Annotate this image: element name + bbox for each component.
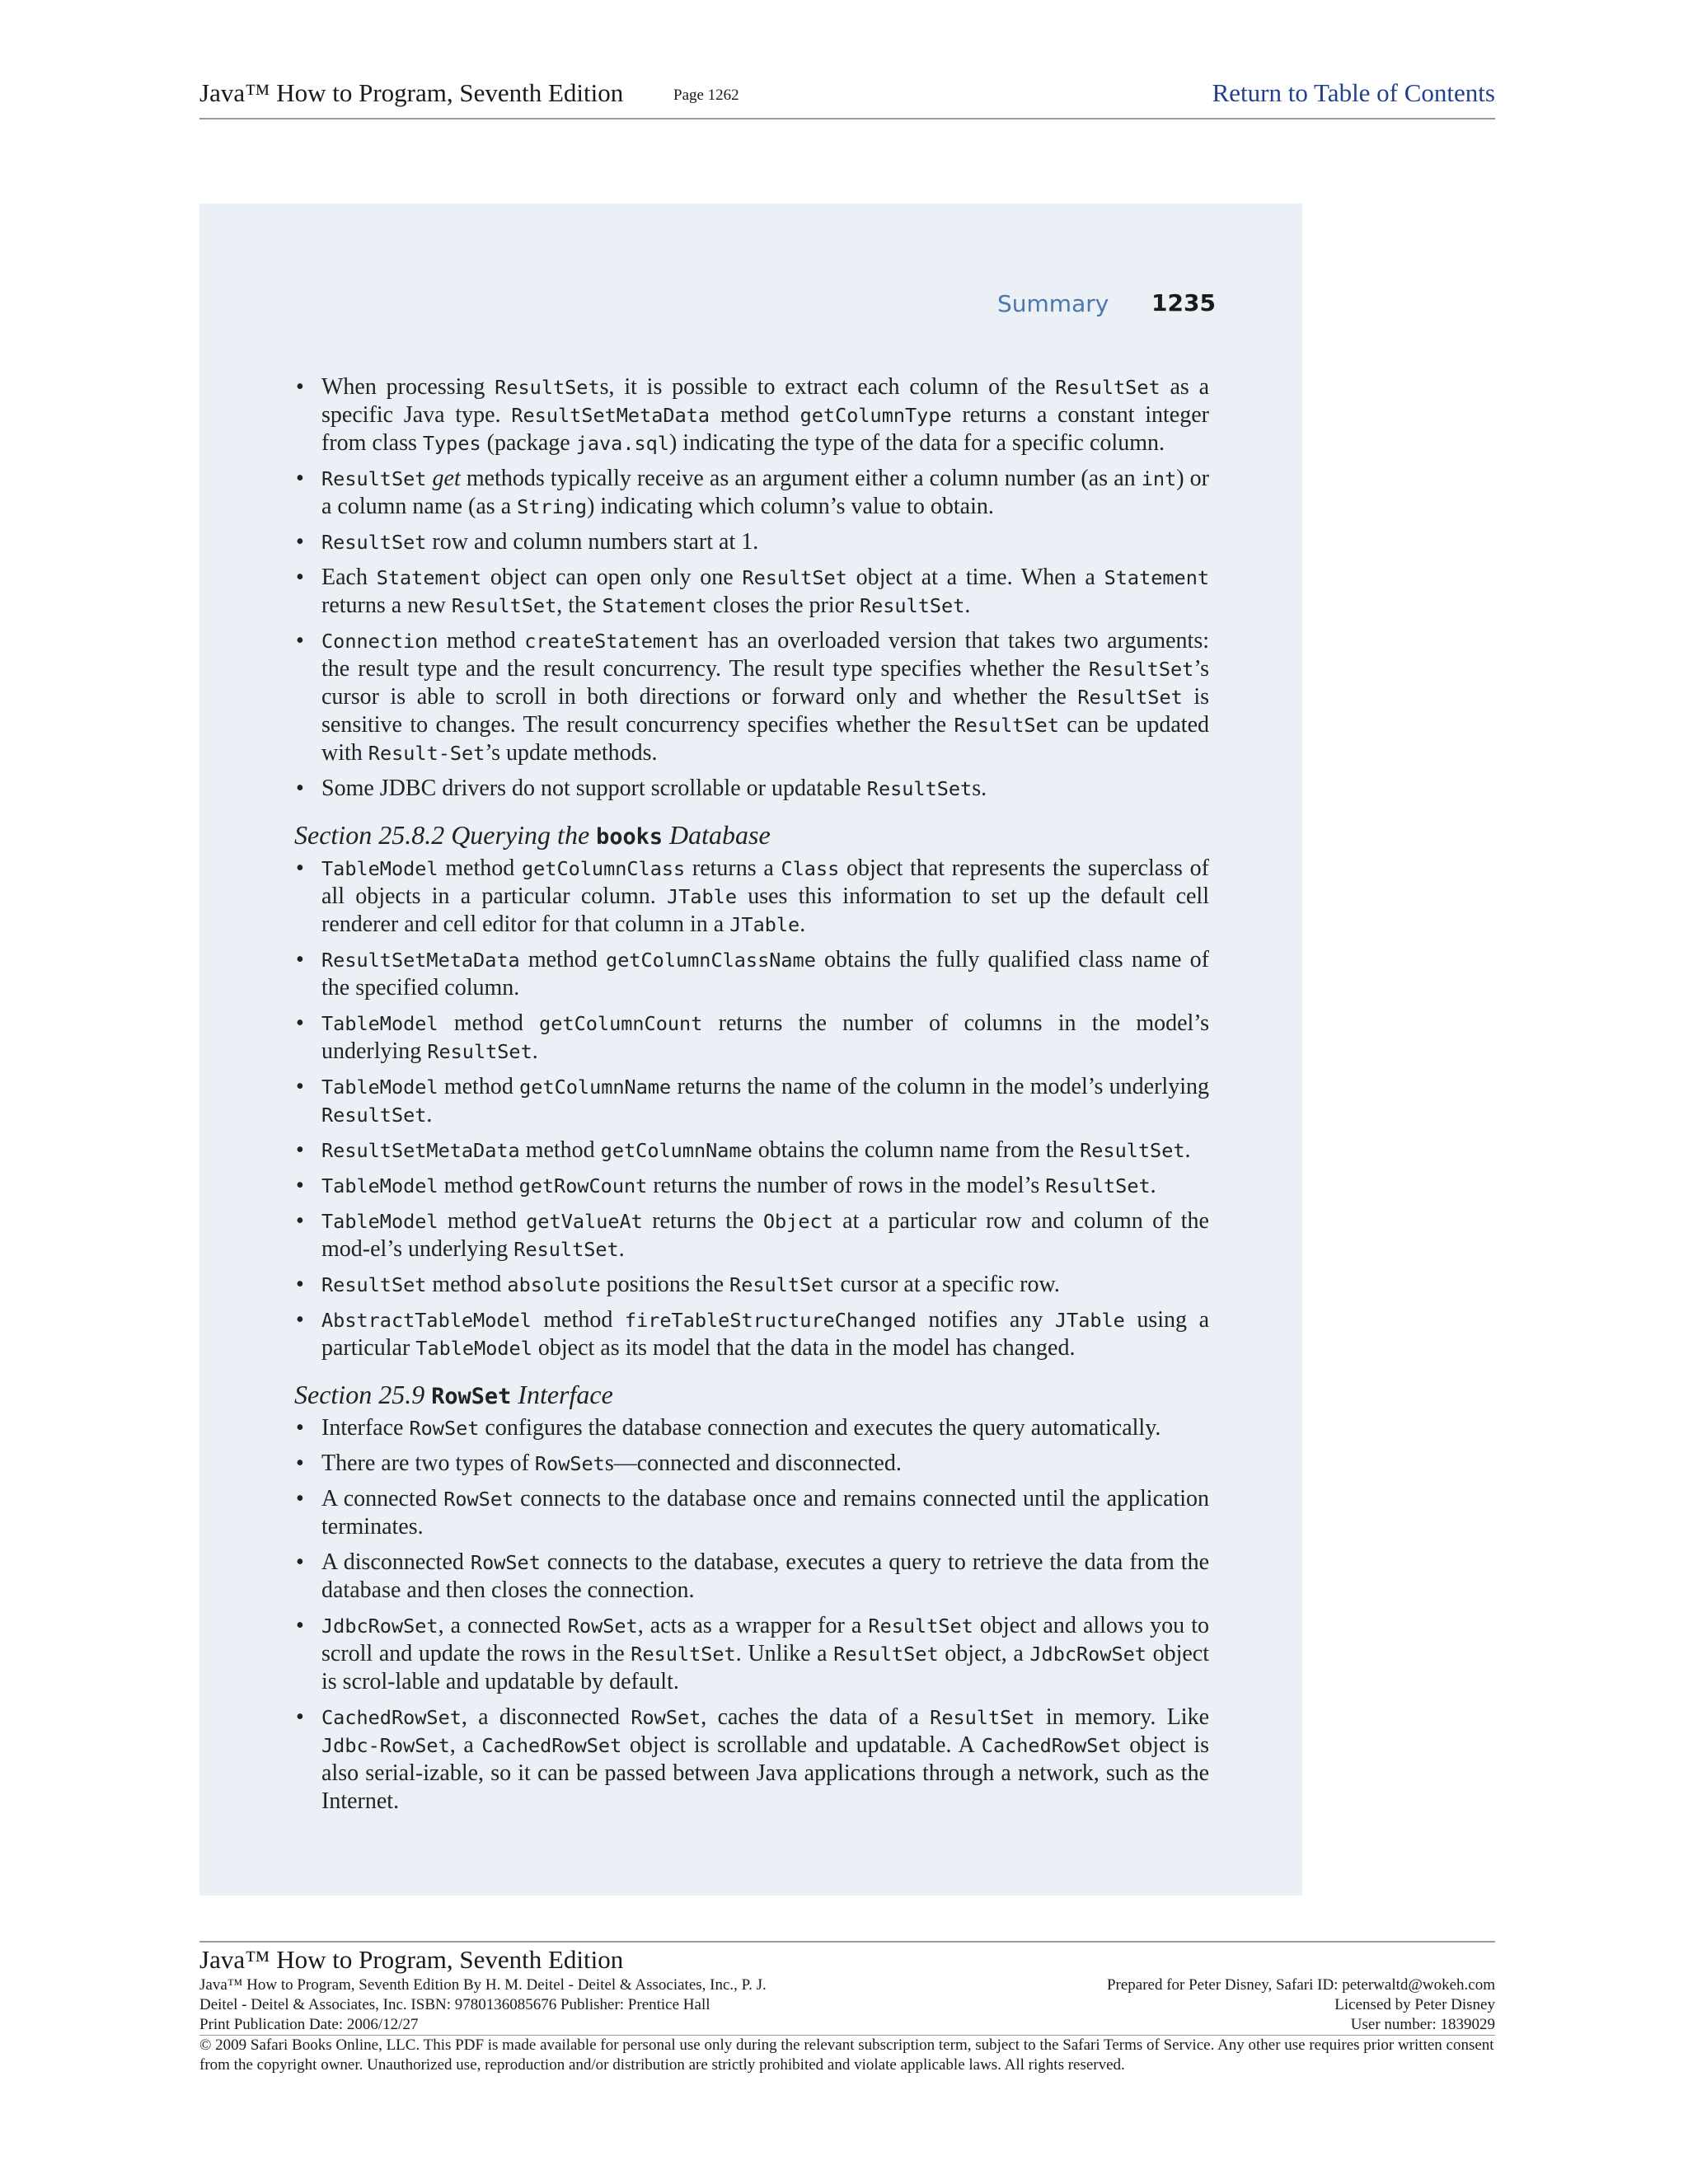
code-term: ResultSet xyxy=(631,1643,736,1666)
bullet-item: • TableModel method getValueAt returns the Object at a particular row and column of the mod-el’s underlying ResultSet. xyxy=(294,1207,1209,1263)
footer-licensed-by: Licensed by Peter Disney xyxy=(1334,1996,1495,2013)
code-term: getValueAt xyxy=(526,1210,643,1233)
code-term: ResultSet xyxy=(513,1238,619,1261)
code-term: createStatement xyxy=(524,630,700,653)
code-term: ResultSet xyxy=(427,1040,532,1063)
code-term: JdbcRowSet xyxy=(1029,1643,1146,1666)
code-term: CachedRowSet xyxy=(981,1734,1122,1757)
code-term: ResultSet xyxy=(321,1104,427,1127)
code-term: Class xyxy=(781,857,840,880)
code-term: TableModel xyxy=(321,1076,438,1099)
code-term: TableModel xyxy=(415,1337,532,1360)
code-term: String xyxy=(517,495,588,518)
footer xyxy=(199,1941,1495,2075)
code-term: Jdbc-RowSet xyxy=(321,1734,450,1757)
return-to-toc-link[interactable]: Return to Table of Contents xyxy=(1212,78,1495,107)
top-header xyxy=(199,78,1495,120)
code-term: JTable xyxy=(729,913,800,936)
bullet-item: • JdbcRowSet, a connected RowSet, acts as a wrapper for a ResultSet object and allows you to scroll and update the rows in the ResultSet. Unlike a ResultSet object, a JdbcRowSet object is scrol-lable and updatable by default. xyxy=(294,1612,1209,1696)
bullet-list-resultset xyxy=(294,373,1209,803)
code-term: RowSet xyxy=(409,1417,480,1440)
code-term: ResultSet xyxy=(321,467,427,490)
code-term: ResultSet xyxy=(742,566,847,589)
code-term: ResultSet xyxy=(1077,686,1183,709)
code-term: java.sql xyxy=(575,432,669,455)
bullet-item: • TableModel method getRowCount returns the number of rows in the model’s ResultSet. xyxy=(294,1172,1209,1200)
code-term: ResultSet xyxy=(495,376,600,399)
code-term: RowSet xyxy=(534,1452,605,1475)
code-term: books xyxy=(596,824,663,850)
code-term: absolute xyxy=(507,1273,601,1296)
bullet-item: • Some JDBC drivers do not support scrollable or updatable ResultSets. xyxy=(294,775,1209,803)
code-term: JdbcRowSet xyxy=(321,1615,438,1638)
bullet-item: • TableModel method getColumnName returns the name of the column in the model’s underlying ResultSet. xyxy=(294,1073,1209,1129)
code-term: int xyxy=(1141,467,1177,490)
summary-content xyxy=(294,373,1209,1823)
bullet-item: • TableModel method getColumnCount returns the number of columns in the model’s underlying ResultSet. xyxy=(294,1010,1209,1066)
code-term: JTable xyxy=(1054,1309,1125,1332)
section-heading-querying-books: Section 25.8.2 Querying the books Database xyxy=(294,820,771,850)
code-term: RowSet xyxy=(567,1615,638,1638)
code-term: RowSet xyxy=(631,1706,701,1729)
code-term: ResultSet xyxy=(451,594,557,617)
code-term: ResultSet xyxy=(866,777,973,800)
code-term: ResultSet xyxy=(868,1615,973,1638)
code-term: ResultSet xyxy=(954,714,1059,737)
footer-isbn: Deitel - Deitel & Associates, Inc. ISBN: 9780136085676 Publisher: Prentice Hall xyxy=(199,1996,710,2013)
code-term: ResultSet xyxy=(1080,1139,1185,1162)
code-term: AbstractTableModel xyxy=(321,1309,532,1332)
book-title: Java™ How to Program, Seventh Edition xyxy=(199,78,624,107)
bullet-item: • ResultSetMetaData method getColumnClassName obtains the fully qualified class name of the specified column. xyxy=(294,946,1209,1002)
code-term: Connection xyxy=(321,630,438,653)
code-term: CachedRowSet xyxy=(321,1706,462,1729)
footer-title: Java™ How to Program, Seventh Edition xyxy=(199,1945,624,1974)
code-term: getColumnType xyxy=(799,404,952,427)
code-term: getColumnClass xyxy=(521,857,686,880)
page-label: Page 1262 xyxy=(673,87,739,104)
page-panel xyxy=(199,204,1302,1896)
code-term: Types xyxy=(422,432,481,455)
bullet-item: • Connection method createStatement has an overloaded version that takes two arguments: the result type and the result concurrency. The result type specifies whether the ResultSet’s cursor is able to scroll in both directions or forward only and whether the ResultSet is sensitive to changes. The result concurrency specifies whether the ResultSet can be updated with Result-Set’s update methods. xyxy=(294,627,1209,767)
page-number: 1235 xyxy=(1151,289,1216,316)
code-term: getColumnClassName xyxy=(606,949,816,972)
bullet-item: • ResultSet method absolute positions the ResultSet cursor at a specific row. xyxy=(294,1271,1209,1299)
bullet-list-rowset xyxy=(294,1414,1209,1816)
footer-user-number: User number: 1839029 xyxy=(1350,2016,1495,2033)
code-term: getRowCount xyxy=(518,1174,648,1197)
code-term: CachedRowSet xyxy=(481,1734,622,1757)
code-term: ResultSet xyxy=(321,1273,427,1296)
code-term: RowSet xyxy=(431,1384,512,1409)
code-term: ResultSet xyxy=(833,1643,939,1666)
code-term: fireTableStructureChanged xyxy=(624,1309,917,1332)
footer-prepared-for: Prepared for Peter Disney, Safari ID: peterwaltd@wokeh.com xyxy=(1106,1976,1495,1994)
code-term: RowSet xyxy=(443,1488,514,1511)
bullet-item: • There are two types of RowSets—connected and disconnected. xyxy=(294,1450,1209,1478)
code-term: getColumnCount xyxy=(539,1012,703,1035)
code-term: ResultSetMetaData xyxy=(321,1139,520,1162)
code-term: Object xyxy=(762,1210,833,1233)
code-term: ResultSetMetaData xyxy=(321,949,520,972)
bullet-item: • Interface RowSet configures the database connection and executes the query automatically. xyxy=(294,1414,1209,1442)
code-term: ResultSet xyxy=(1088,658,1194,681)
footer-publication-date: Print Publication Date: 2006/12/27 xyxy=(199,2016,419,2033)
code-term: ResultSet xyxy=(729,1273,835,1296)
code-term: Result-Set xyxy=(368,742,485,765)
copyright-notice: © 2009 Safari Books Online, LLC. This PDF is made available for personal use only during the relevant subscription term, subject to the Safari Terms of Service. Any other use requires prior written consent from the copyright owner. Unauthorized use, reproduction and/or distribution are strictly prohibited and violate applicable laws. All rights reserved. xyxy=(199,2036,1494,2074)
code-term: TableModel xyxy=(321,1174,438,1197)
bullet-list-querying-books xyxy=(294,855,1209,1362)
footer-row xyxy=(199,1995,1495,2015)
bullet-item: • AbstractTableModel method fireTableStructureChanged notifies any JTable using a particular TableModel object as its model that the data in the model has changed. xyxy=(294,1306,1209,1362)
running-head: Summary xyxy=(997,290,1109,317)
code-term: Statement xyxy=(376,566,482,589)
section-heading-rowset-interface: Section 25.9 RowSet Interface xyxy=(294,1380,613,1409)
code-term: ResultSetMetaData xyxy=(511,404,710,427)
code-term: TableModel xyxy=(321,1012,438,1035)
code-term: ResultSet xyxy=(321,531,427,554)
bullet-item: • Each Statement object can open only one ResultSet object at a time. When a Statement returns a new ResultSet, the Statement closes the prior ResultSet. xyxy=(294,564,1209,620)
bullet-item: • ResultSetMetaData method getColumnName obtains the column name from the ResultSet. xyxy=(294,1137,1209,1165)
footer-row xyxy=(199,2015,1495,2035)
code-term: getColumnName xyxy=(519,1076,672,1099)
bullet-item: • When processing ResultSets, it is possible to extract each column of the ResultSet as a specific Java type. ResultSetMetaData method getColumnType returns a constant integer from class Types (package java.sql) indicating the type of the data for a specific column. xyxy=(294,373,1209,457)
italic-term: get xyxy=(432,466,461,491)
footer-book-credit: Java™ How to Program, Seventh Edition By H. M. Deitel - Deitel & Associates, Inc., P. J. xyxy=(199,1976,767,1994)
code-term: RowSet xyxy=(470,1551,541,1574)
code-term: TableModel xyxy=(321,1210,438,1233)
footer-row xyxy=(199,1975,1495,1995)
code-term: Statement xyxy=(1104,566,1210,589)
code-term: ResultSet xyxy=(1055,376,1160,399)
code-term: ResultSet xyxy=(1045,1174,1151,1197)
code-term: ResultSet xyxy=(859,594,965,617)
bullet-item: • CachedRowSet, a disconnected RowSet, caches the data of a ResultSet in memory. Like Jdbc-RowSet, a CachedRowSet object is scrollable and updatable. A CachedRowSet object is also serial-izable, so it can be passed between Java applications through a network, such as the Internet. xyxy=(294,1704,1209,1816)
bullet-item: • ResultSet get methods typically receive as an argument either a column number (as an int) or a column name (as a String) indicating which column’s value to obtain. xyxy=(294,465,1209,521)
code-term: TableModel xyxy=(321,857,438,880)
code-term: ResultSet xyxy=(930,1706,1035,1729)
code-term: getColumnName xyxy=(600,1139,753,1162)
code-term: JTable xyxy=(667,885,737,908)
bullet-item: • A disconnected RowSet connects to the database, executes a query to retrieve the data from the database and then closes the connection. xyxy=(294,1549,1209,1605)
code-term: Statement xyxy=(602,594,707,617)
bullet-item: • A connected RowSet connects to the database once and remains connected until the application terminates. xyxy=(294,1485,1209,1541)
bullet-item: • ResultSet row and column numbers start at 1. xyxy=(294,528,1209,556)
bullet-item: • TableModel method getColumnClass returns a Class object that represents the superclass of all objects in a particular column. JTable uses this information to set up the default cell renderer and cell editor for that column in a JTable. xyxy=(294,855,1209,939)
